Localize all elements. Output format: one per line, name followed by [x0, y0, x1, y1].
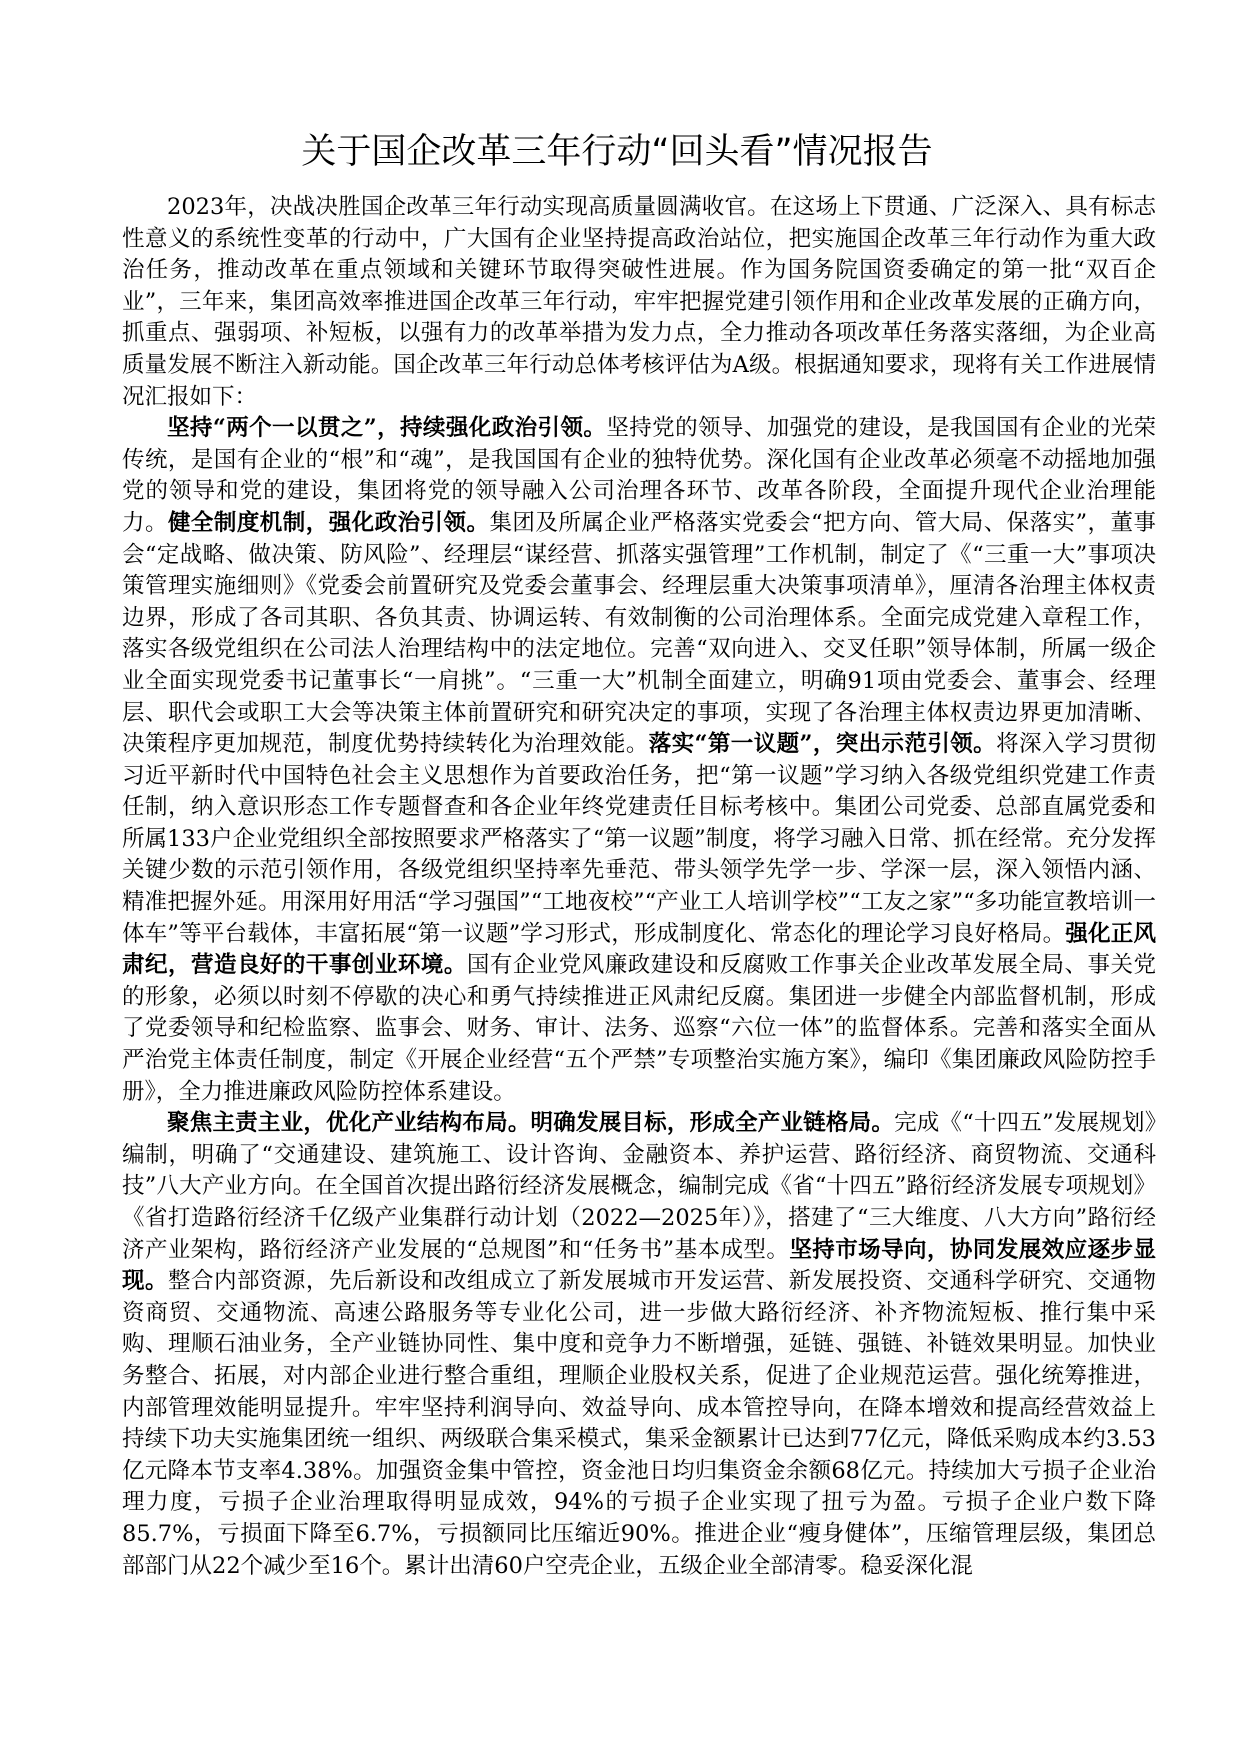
section-heading: 坚持“两个一以贯之”，持续强化政治引领。 [167, 415, 607, 442]
paragraph-text: 集团及所属企业严格落实党委会“把方向、管大局、保落实”，董事会“定战略、做决策、防风险”、经理层“谋经营、抓落实强管理”工作机制，制定了《“三重一大”事项决策管理实施细则》《党委会前置研究及党委会董事会、经理层重大决策事项清单》，厘清各治理主体权责边界，形成了各司其职、各负其责、协调运转、有效制衡的公司治理体系。全面完成党建入章程工作，落实各级党组织在公司法人治理结构中的法定地位。完善“双向进入、交叉任职”领导体制，所属一级企业全面实现党委书记董事长“一肩挑”。“三重一大”机制全面建立，明确91项由党委会、董事会、经理层、职代会或职工大会等决策主体前置研究和研究决定的事项，实现了各治理主体权责边界更加清晰、决策程序更加规范，制度优势持续转化为治理效能。 [122, 509, 1156, 758]
paragraph-text: 2023年，决战决胜国企改革三年行动实现高质量圆满收官。在这场上下贯通、广泛深入、具有标志性意义的系统性变革的行动中，广大国有企业坚持提高政治站位，把实施国企改革三年行动作为重大政治任务，推动改革在重点领域和关键环节取得突破性进展。作为国务院国资委确定的第一批“双百企业”，三年来，集团高效率推进国企改革三年行动，牢牢把握党建引领作用和企业改革发展的正确方向，抓重点、强弱项、补短板，以强有力的改革举措为发力点，全力推动各项改革任务落实落细，为企业高质量发展不断注入新动能。国企改革三年行动总体考核评估为A级。根据通知要求，现将有关工作进展情况汇报如下： [122, 194, 1156, 410]
party-leadership-paragraph [122, 413, 1156, 1108]
industry-structure-paragraph [122, 1108, 1156, 1582]
paragraph-text: 整合内部资源，先后新设和改组成立了新发展城市开发运营、新发展投资、交通科学研究、交通物资商贸、交通物流、高速公路服务等专业化公司，进一步做大路衍经济、补齐物流短板、推行集中采购、理顺石油业务，全产业链协同性、集中度和竞争力不断增强，延链、强链、补链效果明显。加快业务整合、拓展，对内部企业进行整合重组，理顺企业股权关系，促进了企业规范运营。强化统筹推进，内部管理效能明显提升。牢牢坚持利润导向、效益导向、成本管控导向，在降本增效和提高经营效益上持续下功夫实施集团统一组织、两级联合集采模式，集采金额累计已达到77亿元，降低采购成本约3.53亿元降本节支率4.38%。加强资金集中管控，资金池日均归集资金余额68亿元。持续加大亏损子企业治理力度，亏损子企业治理取得明显成效，94%的亏损子企业实现了扭亏为盈。亏损子企业户数下降85.7%，亏损面下降至6.7%，亏损额同比压缩近90%。推进企业“瘦身健体”，压缩管理层级，集团总部部门从22个减少至16个。累计出清60户空壳企业，五级企业全部清零。稳妥深化混 [122, 1268, 1156, 1579]
subsection-heading: 健全制度机制，强化政治引领。 [167, 509, 490, 536]
paragraph-text: 完成《“十四五”发展规划》编制，明确了“交通建设、建筑施工、设计咨询、金融资本、养护运营、路衍经济、商贸物流、交通科技”八大产业方向。在全国首次提出路衍经济发展概念，编制完成《省“十四五”路衍经济发展专项规划》《省打造路衍经济千亿级产业集群行动计划（2022—2025年）》，搭建了“三大维度、八大方向”路衍经济产业架构，路衍经济产业发展的“总规图”和“任务书”基本成型。 [122, 1110, 1156, 1263]
section-heading: 聚焦主责主业，优化产业结构布局。明确发展目标，形成全产业链格局。 [167, 1110, 895, 1137]
subsection-heading: 强化正风肃纪，营造良好的干事创业环境。 [122, 920, 1156, 979]
intro-paragraph [122, 192, 1156, 413]
document-title: 关于国企改革三年行动“回头看”情况报告 [301, 132, 933, 172]
paragraph-text: 国有企业党风廉政建设和反腐败工作事关企业改革发展全局、事关党的形象，必须以时刻不停歇的决心和勇气持续推进正风肃纪反腐。集团进一步健全内部监督机制，形成了党委领导和纪检监察、监事会、财务、审计、法务、巡察“六位一体”的监督体系。完善和落实全面从严治党主体责任制度，制定《开展企业经营“五个严禁”专项整治实施方案》，编印《集团廉政风险防控手册》，全力推进廉政风险防控体系建设。 [122, 952, 1156, 1105]
subsection-heading: 坚持市场导向，协同发展效应逐步显现。 [122, 1236, 1156, 1295]
paragraph-text: 坚持党的领导、加强党的建设，是我国国有企业的光荣传统，是国有企业的“根”和“魂”，是我国国有企业的独特优势。深化国有企业改革必须毫不动摇地加强党的领导和党的建设，集团将党的领导融入公司治理各环节、改革各阶段，全面提升现代企业治理能力。 [122, 415, 1156, 536]
document-body [122, 192, 1156, 1582]
paragraph-text: 将深入学习贯彻习近平新时代中国特色社会主义思想作为首要政治任务，把“第一议题”学习纳入各级党组织党建工作责任制，纳入意识形态工作专题督查和各企业年终党建责任目标考核中。集团公司党委、总部直属党委和所属133户企业党组织全部按照要求严格落实了“第一议题”制度，将学习融入日常、抓在经常。充分发挥关键少数的示范引领作用，各级党组织坚持率先垂范、带头领学先学一步、学深一层，深入领悟内涵、精准把握外延。用深用好用活“学习强国”“工地夜校”“产业工人培训学校”“工友之家”“多功能宣教培训一体车”等平台载体，丰富拓展“第一议题”学习形式，形成制度化、常态化的理论学习良好格局。 [122, 731, 1156, 947]
subsection-heading: 落实“第一议题”，突出示范引领。 [648, 731, 997, 758]
